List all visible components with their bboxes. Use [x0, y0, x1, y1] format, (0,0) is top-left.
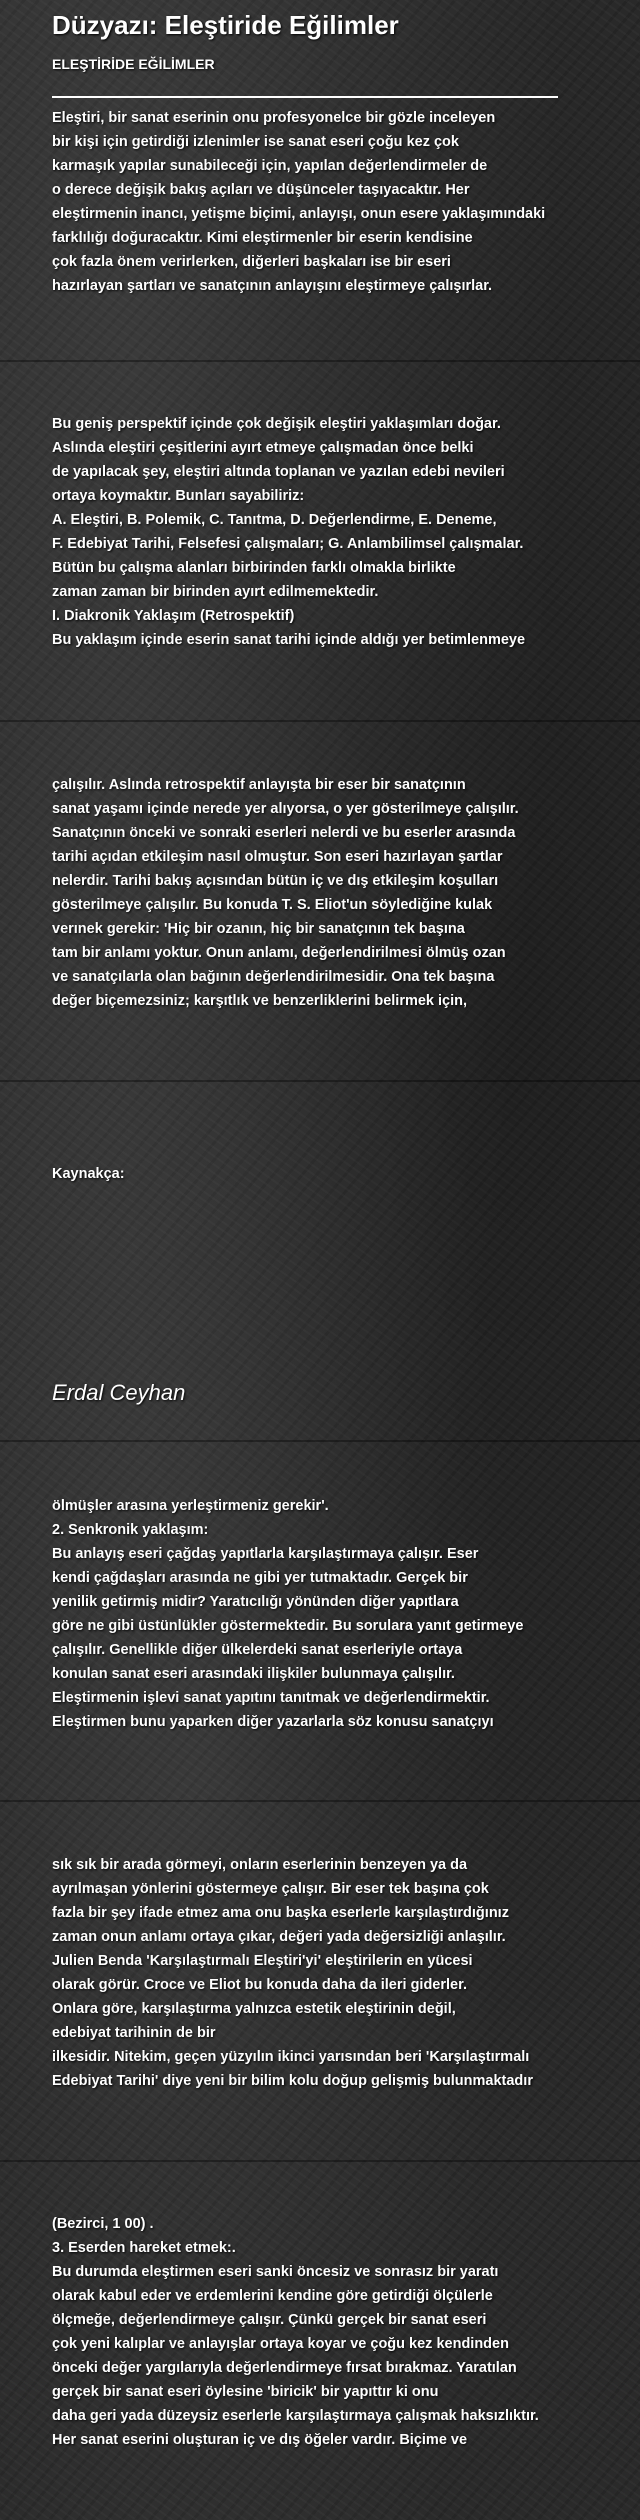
text-block-1: Eleştiri, bir sanat eserinin onu profesyonelce bir gözle inceleyen bir kişi için getirdiği izlenimler ise sanat eseri çoğu kez çok karmaşık yapılar sunabileceği için, yapılan değerlendirmeler de o derece değişik bakış açıları ve düşünceler taşıyacaktır. Her eleştirmenin inancı, yetişme biçimi, anlayışı, onun esere yaklaşımındaki farklılığı doğuracaktır. Kimi eleştirmenler bir eserin kendisine çok fazla önem verirlerken, diğerleri başkaları ise bir eseri hazırlayan şartları ve sanatçının anlayışını eleştirmeye çalışırlar.	[52, 110, 546, 294]
references-label: Kaynakça:	[52, 1166, 125, 1182]
text-block-2: Bu geniş perspektif içinde çok değişik eleştiri yaklaşımları doğar. Aslında eleştiri çeşitlerini ayırt etmeye çalışmadan önce belki de yapılacak şey, eleştiri altında toplanan ve yazılan edebi nevileri ortaya koymaktır. Bunları sayabiliriz: A. Eleştiri, B. Polemik, C. Tanıtma, D. Değerlendirme, E. Deneme, F. Edebiyat Tarihi, Felsefesi çalışmaları; G. Anlambilimsel çalışmalar. Bütün bu çalışma alanları birbirinden farklı olmakla birlikte zaman zaman bir birinden ayırt edilmemektedir. I. Diakronik Yaklaşım (Retrospektif) Bu yaklaşım içinde eserin sanat tarihi içinde aldığı yer betimlenmeye	[52, 416, 526, 648]
text-block-3: çalışılır. Aslında retrospektif anlayışta bir eser bir sanatçının sanat yaşamı içinde nerede yer alıyorsa, o yer gösterilmeye çalışılır. Sanatçının önceki ve sonraki eserleri nelerdi ve bu eserler arasında tarihi açıdan etkileşim nasıl olmuştur. Son eseri hazırlayan şartlar nelerdir. Tarihi bakış açısından bütün iç ve dış etkileşim koşulları gösterilmeye çalışılır. Bu konuda T. S. Eliot'un söylediğine kulak verınek gerekir: 'Hiç bir ozanın, hiç bir sanatçının tek başına tam bir anlamı yoktur. Onun anlamı, değerlendirilmesi ölmüş ozan ve sanatçılarla olan bağının değerlendirilmesidir. Ona tek başına değer biçemezsiniz; karşıtlık ve benzerliklerini belirmek için,	[52, 777, 519, 1009]
text-block-6: (Bezirci, 1 00) . 3. Eserden hareket etmek:. Bu durumda eleştirmen eseri sanki öncesiz ve sonrasız bir yaratı olarak kabul eder ve erdemlerini kendine göre getirdiği ölçülerle ölçmeğe, değerlendirmeye çalışır. Çünkü gerçek bir sanat eseri çok yeni kalıplar ve anlayışlar ortaya koyar ve çoğu kez kendinden önceki değer yargılarıyla değerlendirmeye fırsat bırakmaz. Yaratılan gerçek bir sanat eseri öylesine 'biricik' bir yapıttır ki onu daha geri yada düzeysiz eserlerle karşılaştırmaya çalışmak haksızlıktır. Her sanat eserini oluşturan iç ve dış öğeler vardır. Biçime ve	[52, 2216, 539, 2448]
title-underline	[52, 96, 558, 98]
section-divider	[0, 1080, 640, 1082]
section-divider	[0, 360, 640, 362]
text-block-4: ölmüşler arasına yerleştirmeniz gerekir'. 2. Senkronik yaklaşım: Bu anlayış eseri çağdaş yapıtlarla karşılaştırmaya çalışır. Eser kendi çağdaşları arasında ne gibi yer tutmaktadır. Gerçek bir yenilik getirmiş midir? Yaratıcılığı yönünden diğer yapıtlara göre ne gibi üstünlükler göstermektedir. Bu sorulara yanıt getirmeye çalışılır. Genellikle diğer ülkelerdeki sanat eserleriyle ortaya konulan sanat eseri arasındaki ilişkiler bulunmaya çalışılır. Eleştirmenin işlevi sanat yapıtını tanıtmak ve değerlendirmektir. Eleştirmen bunu yaparken diğer yazarlarla söz konusu sanatçıyı	[52, 1498, 524, 1730]
section-divider	[0, 2160, 640, 2162]
section-divider	[0, 720, 640, 722]
author-signature: Erdal Ceyhan	[52, 1380, 186, 1405]
text-block-5: sık sık bir arada görmeyi, onların eserlerinin benzeyen ya da ayrılmaşan yönlerini göstermeye çalışır. Bir eser tek başına çok fazla bir şey ifade etmez ama onu başka eserlerle karşılaştırdığınız zaman onun anlamı ortaya çıkar, değeri yada değersizliği anlaşılır. Julien Benda 'Karşılaştırmalı Eleştiri'yi' eleştirilerin en yücesi olarak görür. Croce ve Eliot bu konuda daha da ileri giderler. Onlara göre, karşılaştırma yalnızca estetik eleştirinin değil, edebiyat tarihinin de bir ilkesidir. Nitekim, geçen yüzyılın ikinci yarısından beri 'Karşılaştırmalı Edebiyat Tarihi' diye yeni bir bilim kolu doğup gelişmiş bulunmaktadır	[52, 1857, 533, 2089]
page-subtitle: ELEŞTİRİDE EĞİLİMLER	[52, 56, 215, 72]
section-divider	[0, 1440, 640, 1442]
section-divider	[0, 1800, 640, 1802]
page-title: Düzyazı: Eleştiride Eğilimler	[52, 10, 399, 40]
